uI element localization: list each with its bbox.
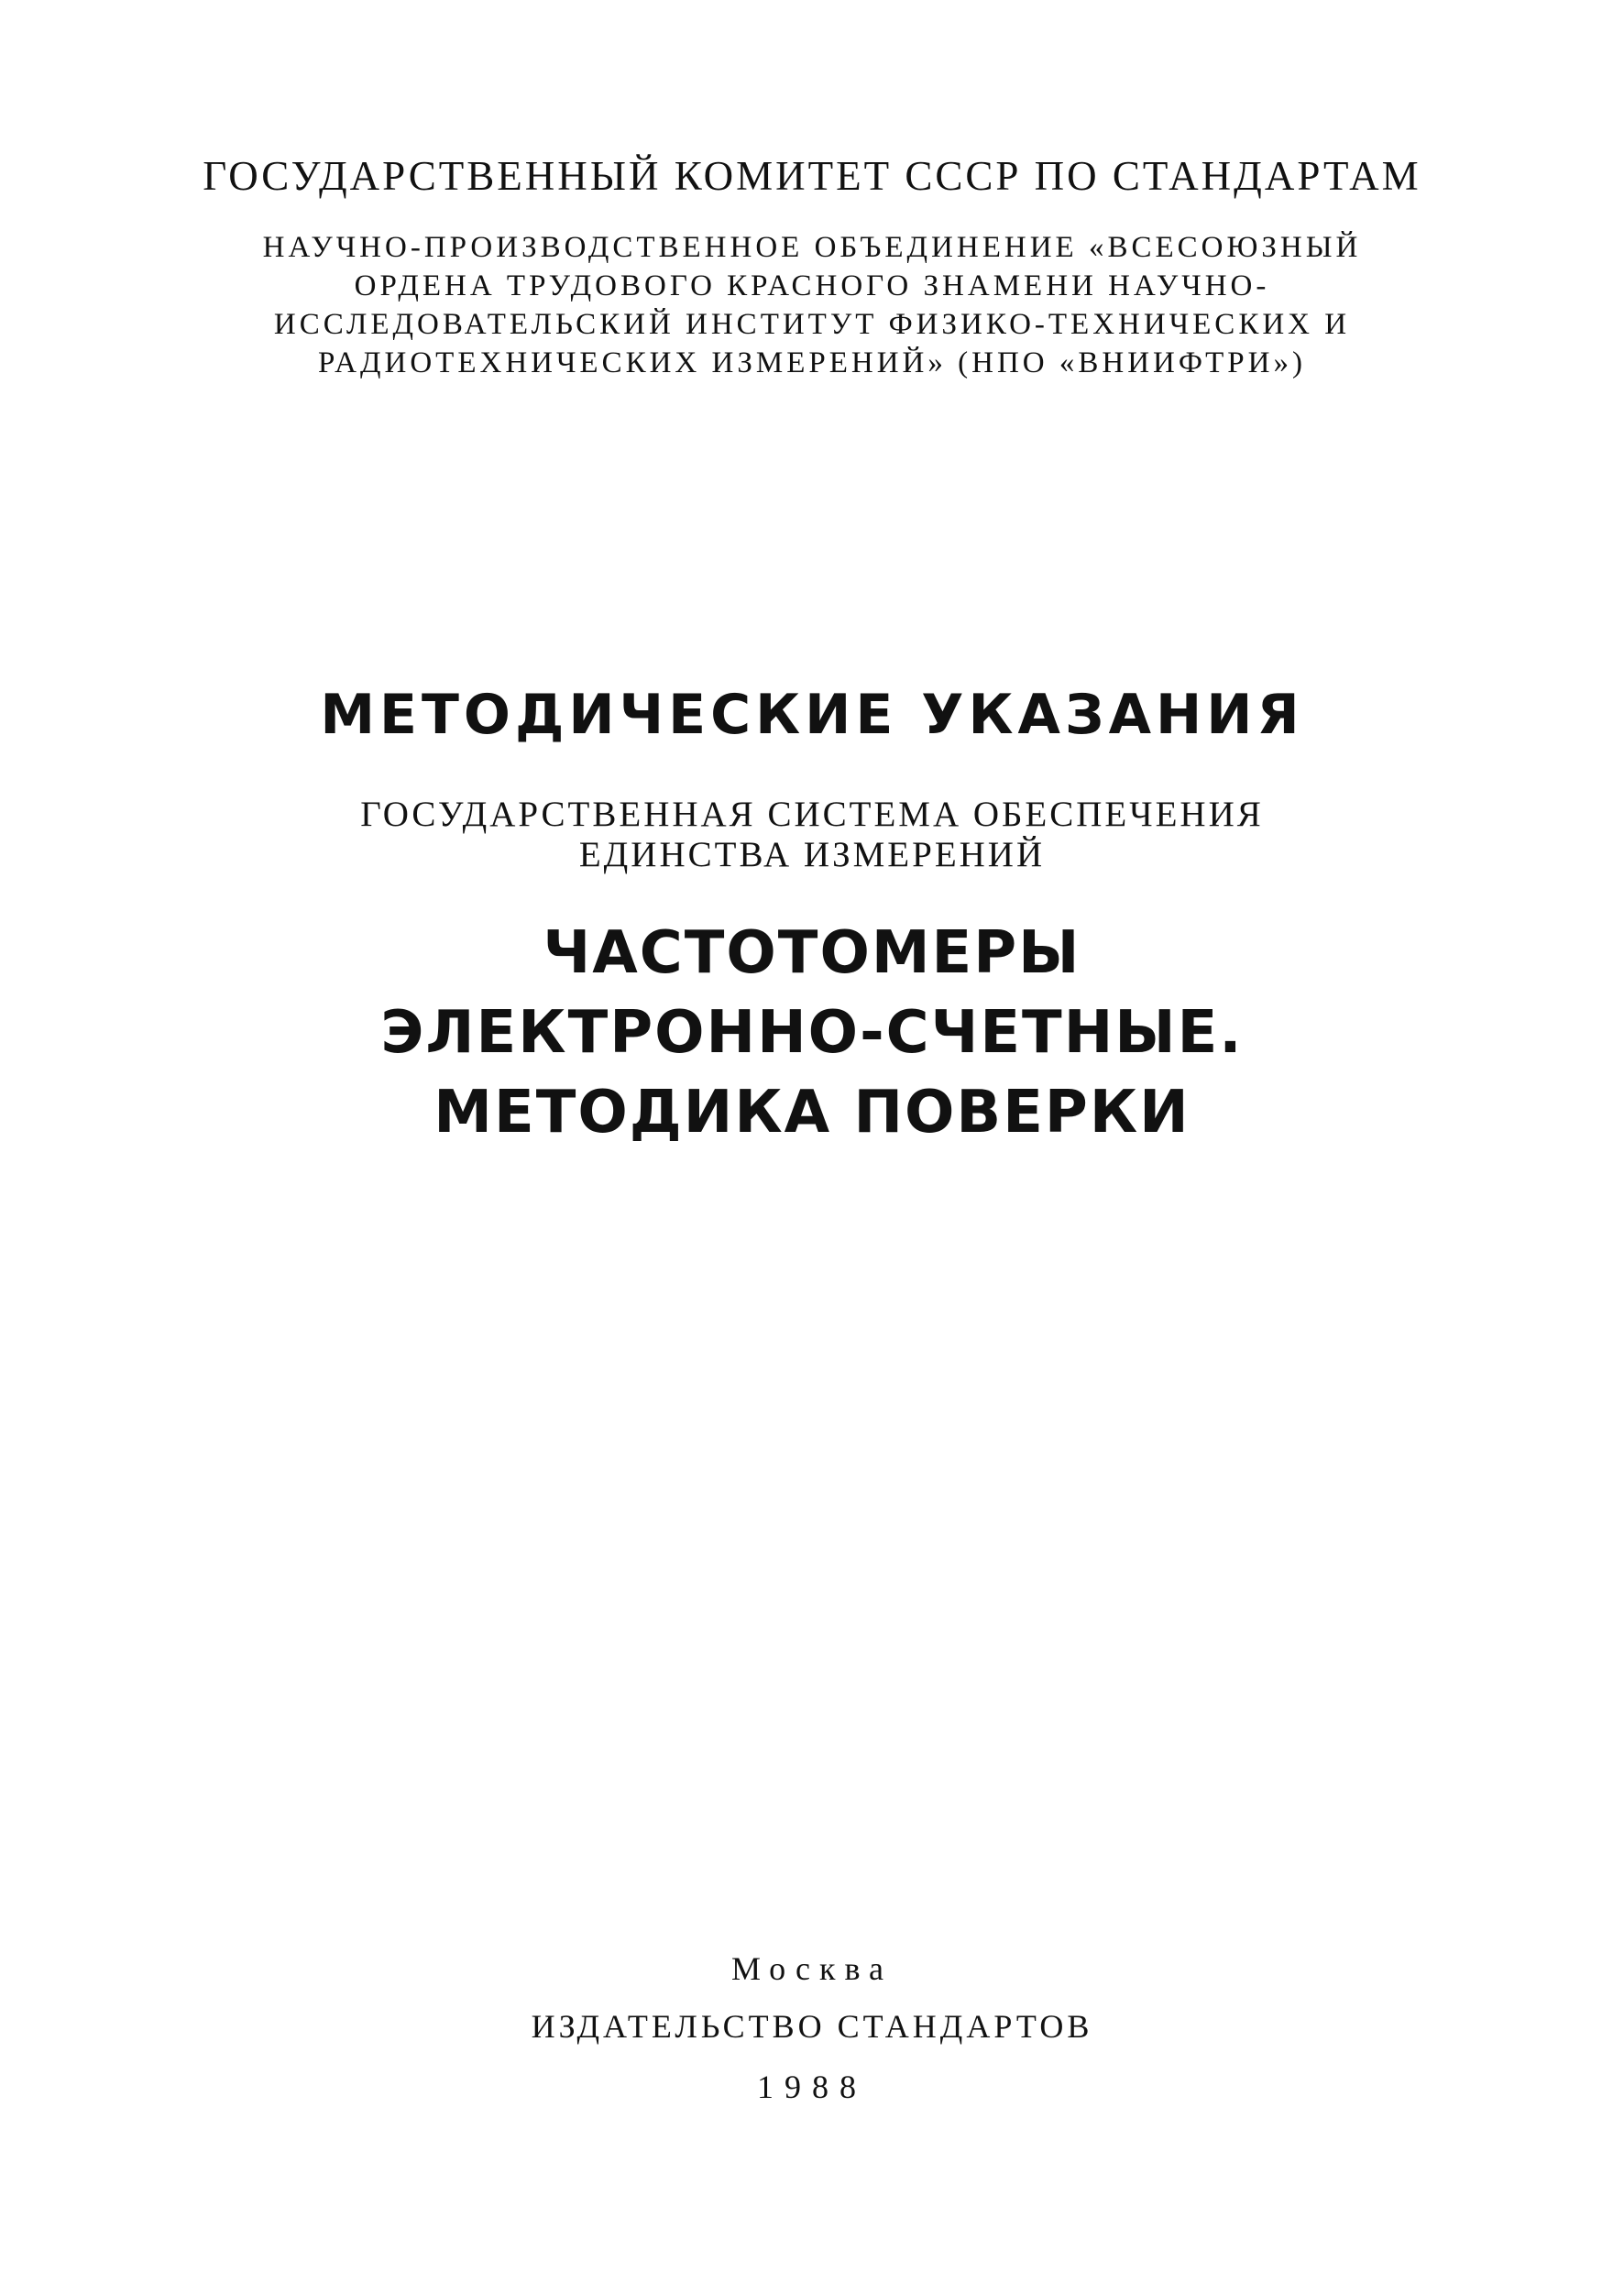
organization-line-4: РАДИОТЕХНИЧЕСКИХ ИЗМЕРЕНИЙ» (НПО «ВНИИФТРИ») [318,346,1306,379]
document-type-heading: МЕТОДИЧЕСКИЕ УКАЗАНИЯ [320,683,1304,747]
system-line-2: ЕДИНСТВА ИЗМЕРЕНИЙ [578,835,1046,874]
publication-city: Москва [731,1950,893,1987]
system-line-1: ГОСУДАРСТВЕННАЯ СИСТЕМА ОБЕСПЕЧЕНИЯ [360,795,1264,834]
organization-line-3: ИССЛЕДОВАТЕЛЬСКИЙ ИНСТИТУТ ФИЗИКО-ТЕХНИЧЕСКИХ И [273,308,1351,341]
publisher-name: ИЗДАТЕЛЬСТВО СТАНДАРТОВ [531,2008,1093,2045]
committee-heading: ГОСУДАРСТВЕННЫЙ КОМИТЕТ СССР ПО СТАНДАРТАМ [203,153,1421,199]
organization-line-1: НАУЧНО-ПРОИЗВОДСТВЕННОЕ ОБЪЕДИНЕНИЕ «ВСЕСОЮЗНЫЙ [262,231,1362,264]
organization-line-2: ОРДЕНА ТРУДОВОГО КРАСНОГО ЗНАМЕНИ НАУЧНО- [354,269,1270,302]
document-title-line-3: МЕТОДИКА ПОВЕРКИ [433,1079,1191,1147]
publication-year: 1988 [757,2069,867,2105]
document-title-line-2: ЭЛЕКТРОННО-СЧЕТНЫЕ. [380,999,1244,1067]
document-title-line-1: ЧАСТОТОМЕРЫ [543,919,1081,987]
